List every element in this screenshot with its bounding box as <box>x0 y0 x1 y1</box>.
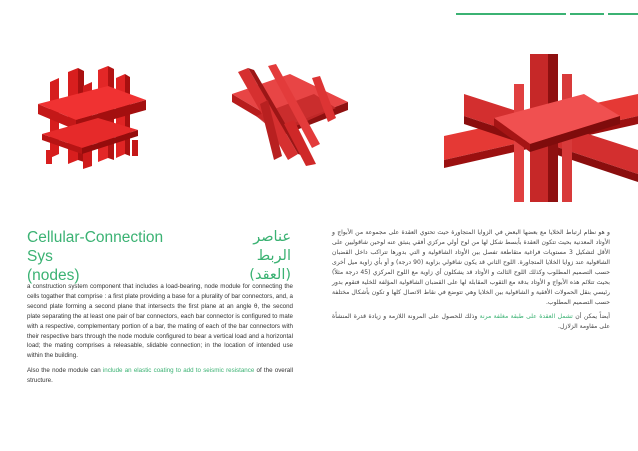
header-accent-rule <box>14 13 638 15</box>
body-en-paragraph-2 <box>27 366 293 386</box>
node-plate-view-figure <box>224 64 354 166</box>
body-text-ar <box>332 228 610 336</box>
title-en-line1: Cellular-Connection Sys <box>27 229 164 265</box>
title-ar-line1: عناصر الربط <box>253 229 291 264</box>
section-title-ar <box>216 228 291 285</box>
body-en-paragraph-1: a construction system component that includes a load-bearing, node module for connecting the cells togather that comprise : a first plate providing a base for a plurality of bar connectors, and, a second plate forming a second plane that intersects the first plane at an angle θ, the second plate separating the at least one pair of bar connectors, each bar connector is configured to mate with a respective, complementary portion of a bar, the mating of each of the bar connectors with their respective bars through the node module configured to bear a vertical load and a horizontal load; the mating comprises a releasable, slidable connection; in the location of intended use within the building. <box>27 283 293 360</box>
text-run: Also the node module can <box>27 367 103 375</box>
title-ar-line2: (العقد) <box>249 267 291 283</box>
accent-segment <box>608 13 638 15</box>
section-title-en <box>27 228 187 285</box>
highlight-text: تشمل العقدة على طبقة مغلفة مرنة <box>479 313 573 320</box>
node-isometric-figure <box>28 64 153 169</box>
body-text-en <box>27 282 293 391</box>
assembly-node <box>494 54 620 202</box>
accent-segment <box>570 13 604 15</box>
node-assembly-closeup-figure <box>444 54 638 202</box>
text-run: وذلك للحصول على المرونة اللازمة و زيادة قدرة المنشأة على مقاومة الزلازل. <box>332 313 610 330</box>
text-run: أيضاً يمكن أن <box>572 313 610 320</box>
body-ar-paragraph-1: و هو نظام ارتباط الخلايا مع بعضها البعض في الزوايا المتجاورة حيث تحتوي العقدة على مجموعة من الأبواج و الأوتاد المعدنية بحيث تتكون العقدة بأبسط شكل لها من لوح أولي مركزي أفقي ينبثق عنه لوحين شاقوليين على الأقل لتشكيل 3 مستويات فراغية متقاطعة تفصل بين الأوتاد الشاقولية و التي بدورها تتراكب داخل القضبان الشاقولية عند زوايا الخلايا المتجاورة. اللوح الثاني قد يكون شاقولي بزاوية (90 درجة) و أو بأي زاوية ميل أخرى حسب التصميم المطلوب وكذلك اللوح الثالث و الأوتاد قد يشكلون أي زاوية مع اللوح المركزي (45 درجة مثلاً) بحيث تتلائم هذه الأبواج و الأوتاد بدقة مع الثقوب المقابلة لها على القضبان الشاقولية المؤلفة للخلية فتقوم بدور رئيسي بنقل الحمولات الأفقية و الشاقولية بين الخلايا وهي تتوضع في نقاط الاتصال كلها و تكون بأشكال مختلفة حسب التصميم المطلوب. <box>332 229 610 306</box>
title-en-line2: (nodes) <box>27 267 80 284</box>
text-run: of the overall structure. <box>27 367 293 385</box>
body-ar-paragraph-2 <box>332 312 610 332</box>
accent-segment <box>456 13 566 15</box>
highlight-text: include an elastic coating to add to seismic resistance <box>102 367 255 375</box>
